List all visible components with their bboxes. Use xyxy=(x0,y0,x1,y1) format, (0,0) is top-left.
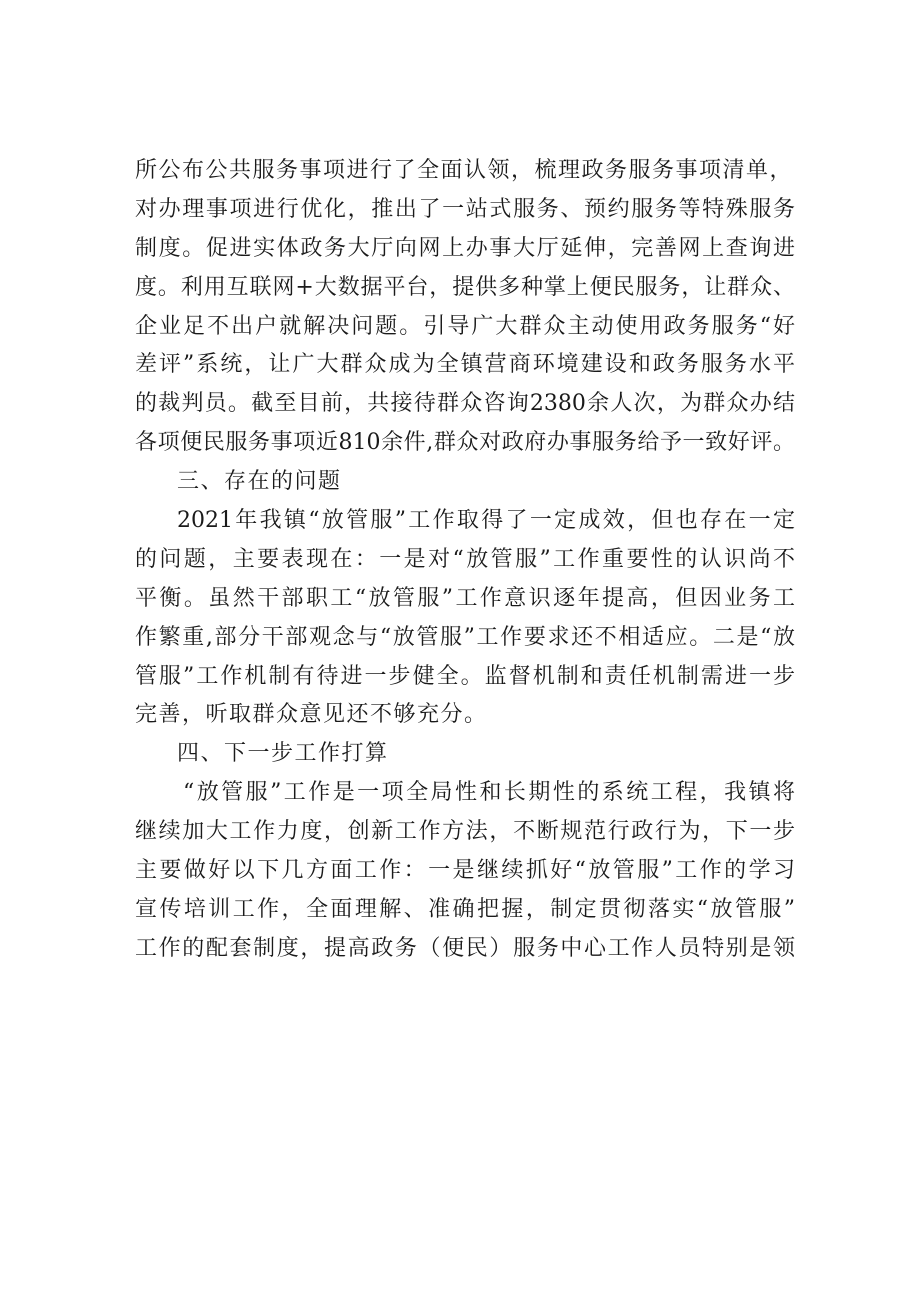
paragraph-2-line-5: 管服”工作机制有待进一步健全。监督机制和责任机制需进一步 xyxy=(135,663,795,689)
paragraph-1-line-2: 对办理事项进行优化，推出了一站式服务、预约服务等特殊服务 xyxy=(135,196,795,222)
paragraph-3-line-1: “放管服”工作是一项全局性和长期性的系统工程，我镇将 xyxy=(183,780,795,806)
paragraph-3-line-5: 工作的配套制度，提高政务（便民）服务中心工作人员特别是领 xyxy=(135,935,795,961)
section-heading-4: 四、下一步工作打算 xyxy=(177,741,389,767)
paragraph-1-line-5: 企业足不出户就解决问题。引导广大群众主动使用政务服务“好 xyxy=(135,313,795,339)
paragraph-3-line-2: 继续加大工作力度，创新工作方法，不断规范行政行为，下一步 xyxy=(135,819,795,845)
paragraph-3-line-3: 主要做好以下几方面工作：一是继续抓好“放管服”工作的学习 xyxy=(135,858,795,884)
paragraph-2-line-2: 的问题，主要表现在：一是对“放管服”工作重要性的认识尚不 xyxy=(135,546,795,572)
paragraph-1-line-8: 各项便民服务事项近810余件,群众对政府办事服务给予一致好评。 xyxy=(135,430,795,456)
paragraph-3-line-4: 宣传培训工作，全面理解、准确把握，制定贯彻落实“放管服” xyxy=(135,896,795,922)
paragraph-2-line-1: 2021年我镇“放管服”工作取得了一定成效，但也存在一定 xyxy=(177,508,795,534)
paragraph-1-line-6: 差评”系统，让广大群众成为全镇营商环境建设和政务服务水平 xyxy=(135,352,795,378)
paragraph-1-line-3: 制度。促进实体政务大厅向网上办事大厅延伸，完善网上查询进 xyxy=(135,235,795,261)
paragraph-1-line-4: 度。利用互联网+大数据平台，提供多种掌上便民服务，让群众、 xyxy=(135,274,795,300)
paragraph-2-line-6: 完善，听取群众意见还不够充分。 xyxy=(135,702,488,728)
paragraph-2-line-4: 作繁重,部分干部观念与“放管服”工作要求还不相适应。二是“放 xyxy=(135,624,795,650)
section-heading-3: 三、存在的问题 xyxy=(177,469,342,495)
document-body xyxy=(135,152,795,969)
paragraph-1-line-1: 所公布公共服务事项进行了全面认领，梳理政务服务事项清单， xyxy=(135,158,794,183)
paragraph-2-line-3: 平衡。虽然干部职工“放管服”工作意识逐年提高，但因业务工 xyxy=(135,585,795,611)
paragraph-1-line-7: 的裁判员。截至目前，共接待群众咨询2380余人次，为群众办结 xyxy=(135,391,795,417)
